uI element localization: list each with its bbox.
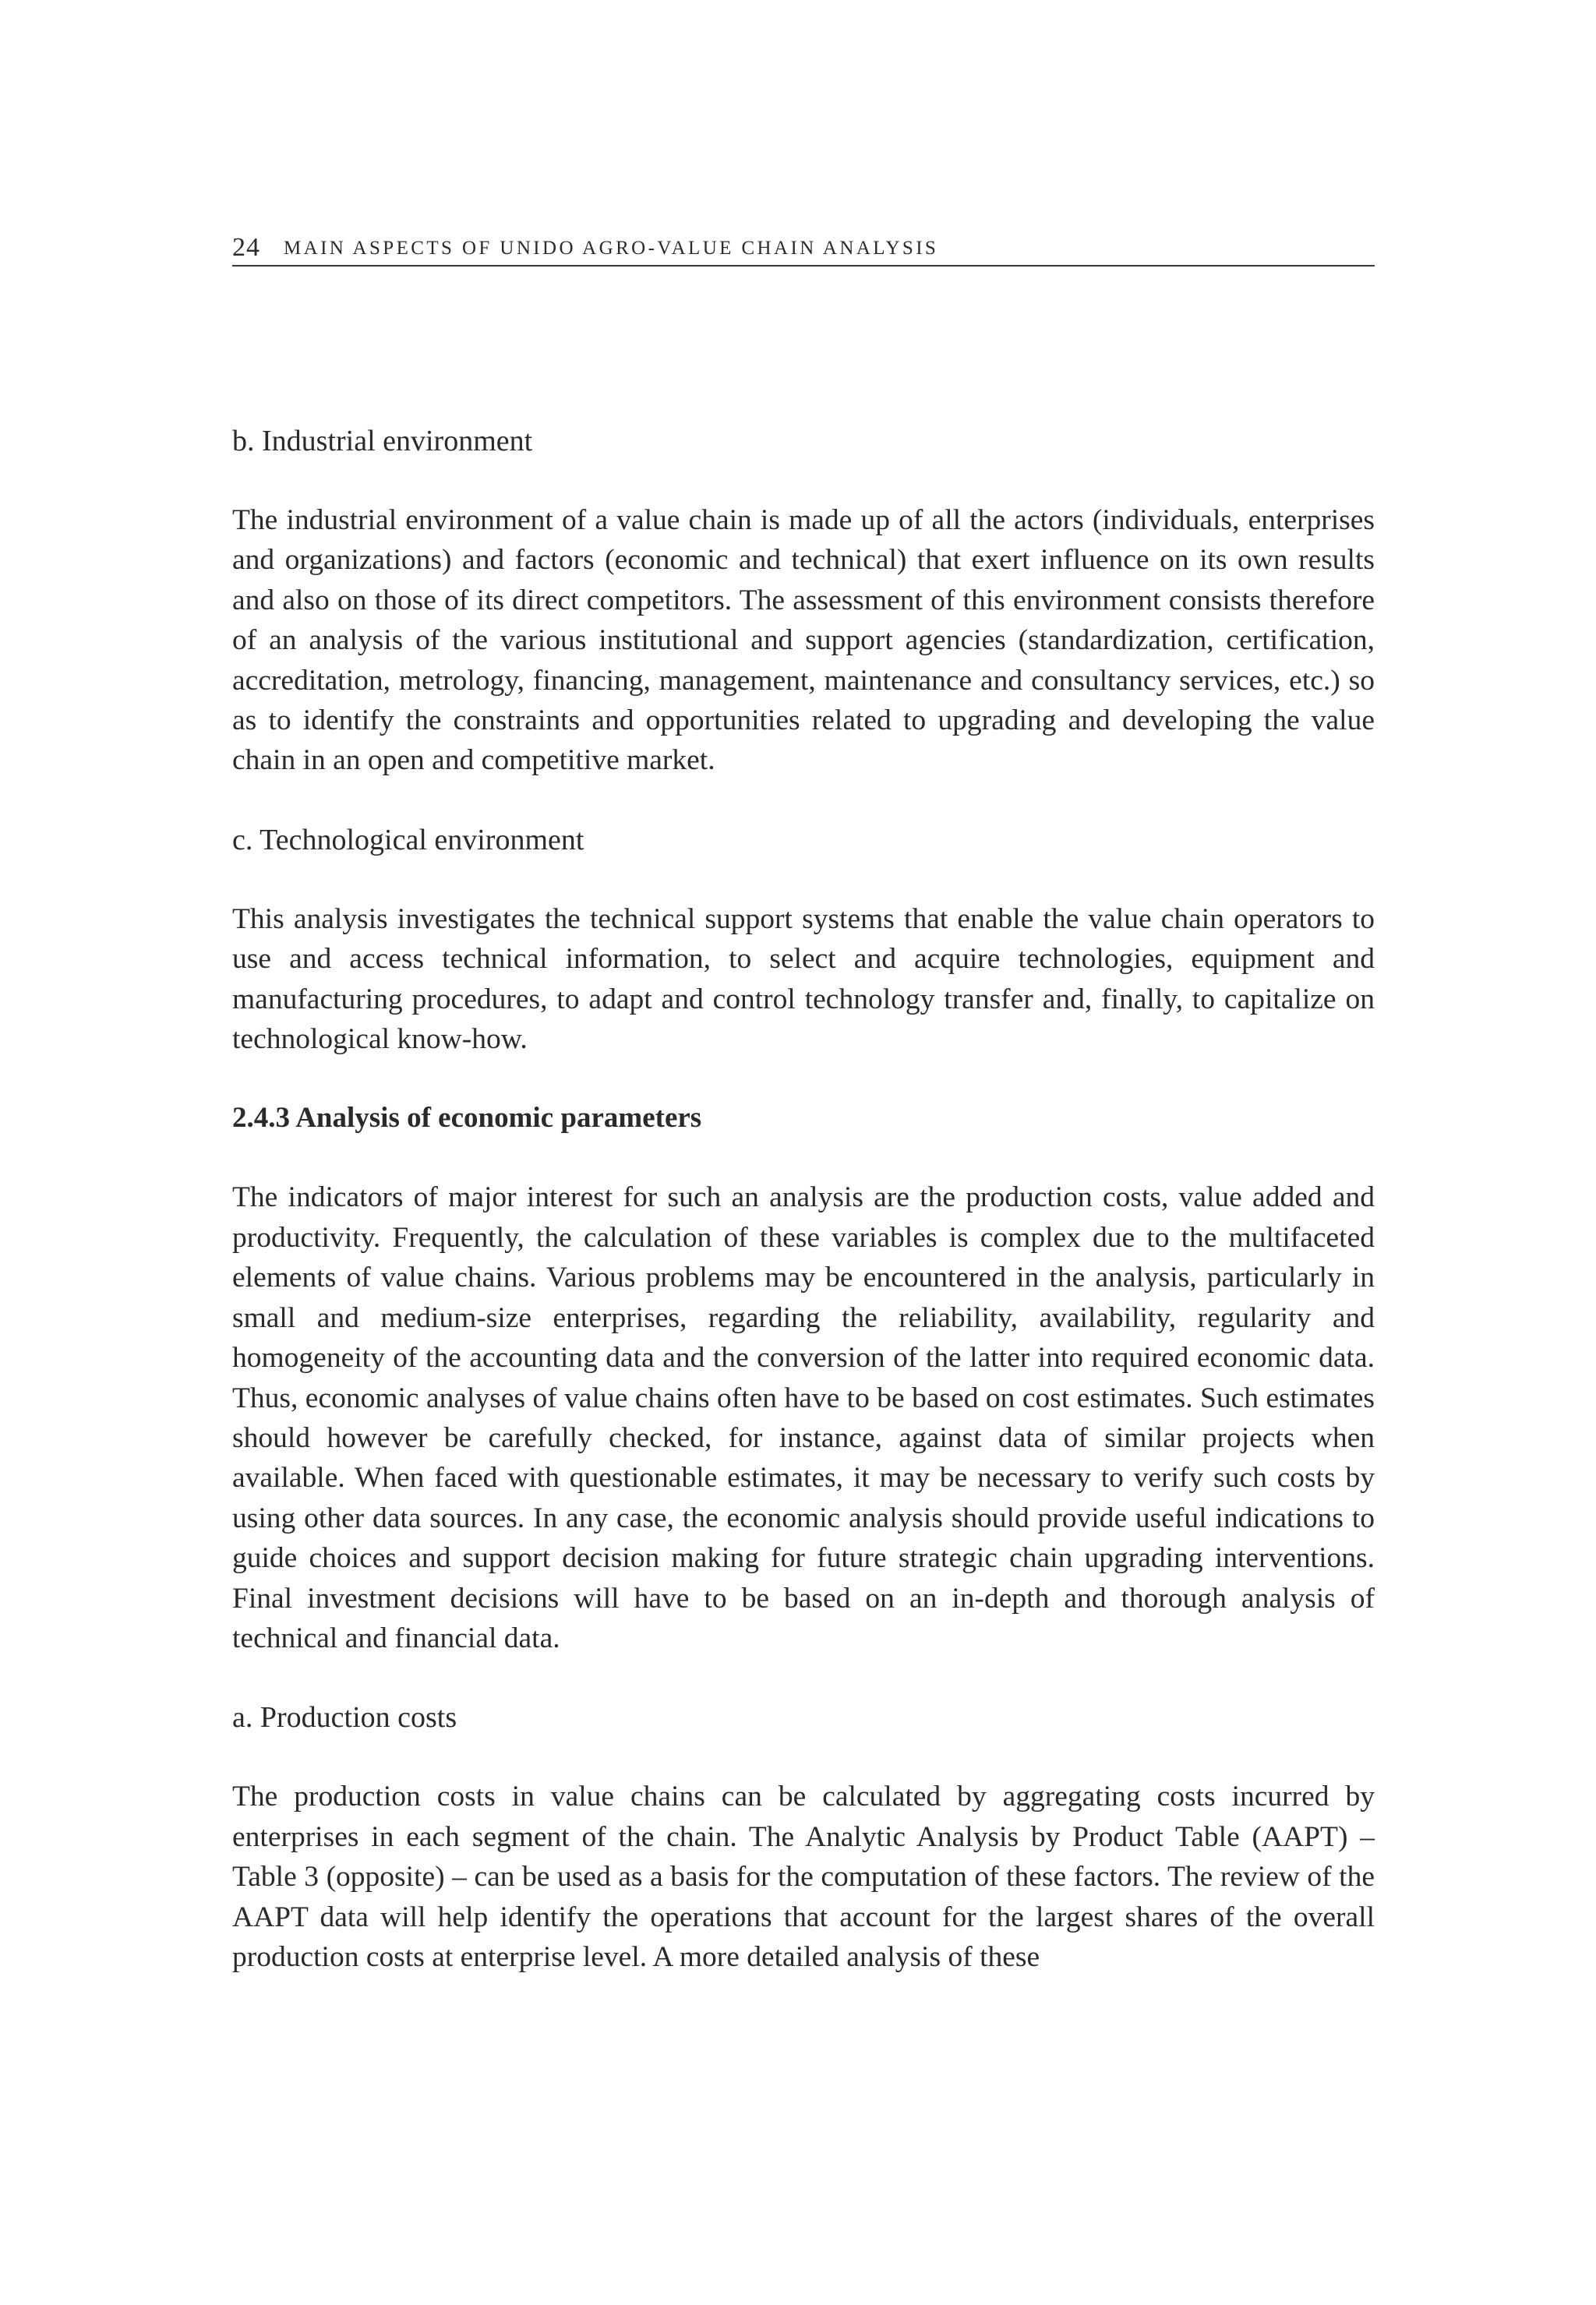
heading-economic-parameters: 2.4.3 Analysis of economic parameters: [232, 1102, 702, 1135]
paragraph-production-costs: The production costs in value chains can be calculated by aggregating costs incurred by enterprises in each segment of the chain. The Analytic Analysis by Product Table (AAPT) – Table 3 (opposite) – can be used as a basis for the computation of these factors. The review of the AAPT data will help identify the operations that account for the largest shares of the overall production costs at enterprise level. A more detailed analysis of these: [232, 1781, 1375, 1973]
paragraph-technological-environment: This analysis investigates the technical support systems that enable the value chain operators to use and access technical information, to select and acquire technologies, equipment and manufacturing procedures, to adapt and control technology transfer and, finally, to capitalize on technological know-how.: [232, 902, 1375, 1056]
heading-production-costs: a. Production costs: [232, 1701, 457, 1735]
heading-industrial-environment: b. Industrial environment: [232, 425, 533, 457]
running-title: MAIN ASPECTS OF UNIDO AGRO-VALUE CHAIN ANALYSIS: [284, 238, 939, 259]
page-number: 24: [232, 233, 260, 262]
paragraph-economic-parameters: The indicators of major interest for such an analysis are the production costs, value added and productivity. Frequently, the calculation of these variables is complex due to the multifaceted elements of value chains. Various problems may be encountered in the analysis, particularly in small and medium-size enterprises, regarding the reliability, availability, regularity and homogeneity of the accounting data and the conversion of the latter into required economic data. Thus, economic analyses of value chains often have to be based on cost estimates. Such estimates should however be carefully checked, for instance, against data of similar projects when available. When faced with questionable estimates, it may be necessary to verify such costs by using other data sources. In any case, the economic analysis should provide useful indications to guide choices and support decision making for future strategic chain upgrading interventions. Final investment decisions will have to be based on an in-depth and thorough analysis of technical and financial data.: [232, 1181, 1375, 1654]
heading-technological-environment: c. Technological environment: [232, 823, 584, 856]
paragraph-industrial-environment: The industrial environment of a value chain is made up of all the actors (individuals, enterprises and organizations) and factors (economic and technical) that exert influence on its own results and also on those of its direct competitors. The assessment of this environment consists therefore of an analysis of the various institutional and support agencies (standardization, certification, accreditation, metrology, financing, management, maintenance and consultancy services, etc.) so as to identify the constraints and opportunities related to upgrading and developing the value chain in an open and competitive market.: [232, 504, 1375, 777]
body-content: [232, 421, 1375, 2016]
running-header: [232, 232, 1375, 267]
